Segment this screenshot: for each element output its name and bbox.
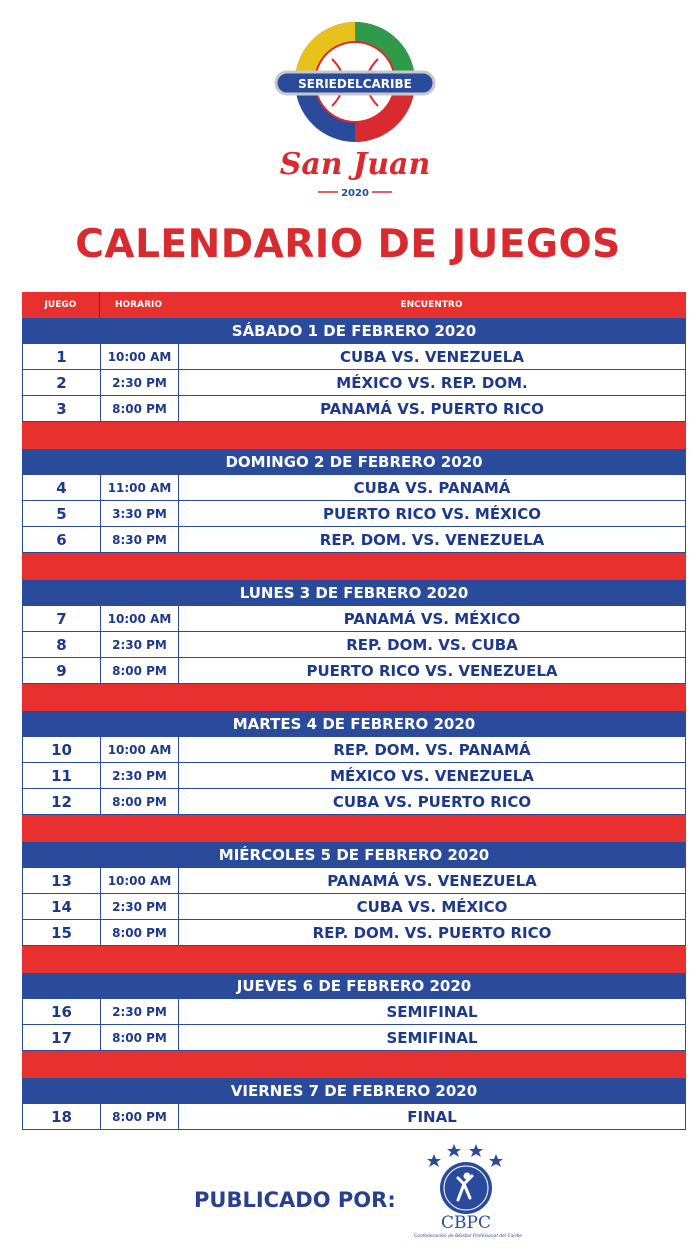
game-time: 8:00 PM bbox=[100, 1025, 179, 1050]
day-header: MIÉRCOLES 5 DE FEBRERO 2020 bbox=[22, 842, 686, 868]
game-matchup: MÉXICO VS. REP. DOM. bbox=[336, 373, 528, 392]
game-row bbox=[22, 396, 686, 422]
day-header: SÁBADO 1 DE FEBRERO 2020 bbox=[22, 318, 686, 344]
col-encuentro: ENCUENTRO bbox=[400, 300, 463, 310]
game-time: 2:30 PM bbox=[100, 763, 179, 788]
game-number: 9 bbox=[56, 661, 67, 680]
col-juego: JUEGO bbox=[44, 300, 77, 310]
game-matchup: PUERTO RICO VS. VENEZUELA bbox=[306, 661, 558, 680]
day-header: DOMINGO 2 DE FEBRERO 2020 bbox=[22, 449, 686, 475]
game-time: 10:00 AM bbox=[100, 868, 179, 893]
game-time: 10:00 AM bbox=[100, 737, 179, 762]
game-row bbox=[22, 475, 686, 501]
game-time: 11:00 AM bbox=[100, 475, 179, 500]
day-separator bbox=[22, 422, 686, 449]
game-matchup: CUBA VS. PUERTO RICO bbox=[332, 792, 532, 811]
game-number: 5 bbox=[56, 504, 67, 523]
published-by-label: PUBLICADO POR: bbox=[194, 1188, 396, 1212]
game-row bbox=[22, 527, 686, 553]
game-number: 1 bbox=[56, 347, 67, 366]
game-number: 8 bbox=[56, 635, 67, 654]
game-row bbox=[22, 789, 686, 815]
game-row bbox=[22, 920, 686, 946]
game-matchup: CUBA VS. PANAMÁ bbox=[353, 478, 511, 497]
game-matchup: SEMIFINAL bbox=[386, 1002, 478, 1021]
day-separator bbox=[22, 946, 686, 973]
schedule-table bbox=[22, 292, 686, 1130]
game-row bbox=[22, 1104, 686, 1130]
game-time: 8:00 PM bbox=[100, 658, 179, 683]
game-matchup: MÉXICO VS. VENEZUELA bbox=[330, 766, 534, 785]
game-number: 6 bbox=[56, 530, 67, 549]
game-row bbox=[22, 999, 686, 1025]
game-number: 18 bbox=[51, 1107, 72, 1126]
game-row bbox=[22, 1025, 686, 1051]
game-time: 10:00 AM bbox=[100, 606, 179, 631]
game-time: 2:30 PM bbox=[100, 632, 179, 657]
game-number: 10 bbox=[51, 740, 72, 759]
day-separator bbox=[22, 815, 686, 842]
game-matchup: REP. DOM. VS. PANAMÁ bbox=[333, 740, 531, 759]
day-separator bbox=[22, 1051, 686, 1078]
day-header: LUNES 3 DE FEBRERO 2020 bbox=[22, 580, 686, 606]
game-matchup: REP. DOM. VS. PUERTO RICO bbox=[312, 923, 552, 942]
game-row bbox=[22, 763, 686, 789]
game-row bbox=[22, 868, 686, 894]
game-number: 7 bbox=[56, 609, 67, 628]
day-header: VIERNES 7 DE FEBRERO 2020 bbox=[22, 1078, 686, 1104]
game-number: 14 bbox=[51, 897, 72, 916]
game-number: 16 bbox=[51, 1002, 72, 1021]
game-matchup: REP. DOM. VS. CUBA bbox=[346, 635, 518, 654]
day-header: MARTES 4 DE FEBRERO 2020 bbox=[22, 711, 686, 737]
svg-text:SERIEDELCARIBE: SERIEDELCARIBE bbox=[298, 77, 412, 91]
col-horario: HORARIO bbox=[99, 292, 177, 318]
game-row bbox=[22, 501, 686, 527]
game-number: 3 bbox=[56, 399, 67, 418]
game-number: 17 bbox=[51, 1028, 72, 1047]
svg-text:CBPC: CBPC bbox=[441, 1213, 491, 1233]
game-number: 12 bbox=[51, 792, 72, 811]
game-time: 10:00 AM bbox=[100, 344, 179, 369]
game-matchup: FINAL bbox=[407, 1107, 457, 1126]
game-matchup: CUBA VS. MÉXICO bbox=[356, 897, 508, 916]
game-number: 11 bbox=[51, 766, 72, 785]
game-row bbox=[22, 344, 686, 370]
game-matchup: PANAMÁ VS. VENEZUELA bbox=[327, 871, 537, 890]
game-time: 2:30 PM bbox=[100, 894, 179, 919]
game-time: 8:00 PM bbox=[100, 789, 179, 814]
svg-text:Confederación de Béisbol Profe: Confederación de Béisbol Profesional del Caribe bbox=[413, 1234, 523, 1239]
game-time: 2:30 PM bbox=[100, 370, 179, 395]
game-matchup: PANAMÁ VS. MÉXICO bbox=[343, 609, 521, 628]
svg-text:2020: 2020 bbox=[341, 188, 369, 199]
game-time: 2:30 PM bbox=[100, 999, 179, 1024]
game-matchup: REP. DOM. VS. VENEZUELA bbox=[319, 530, 545, 549]
page-title: CALENDARIO DE JUEGOS bbox=[75, 222, 621, 267]
table-header bbox=[22, 292, 686, 318]
game-matchup: PANAMÁ VS. PUERTO RICO bbox=[320, 399, 544, 418]
game-time: 8:00 PM bbox=[100, 920, 179, 945]
game-row bbox=[22, 606, 686, 632]
game-number: 2 bbox=[56, 373, 67, 392]
game-number: 4 bbox=[56, 478, 67, 497]
game-row bbox=[22, 632, 686, 658]
game-number: 13 bbox=[51, 871, 72, 890]
day-header: JUEVES 6 DE FEBRERO 2020 bbox=[22, 973, 686, 999]
serie-del-caribe-logo bbox=[270, 14, 440, 204]
game-matchup: SEMIFINAL bbox=[386, 1028, 478, 1047]
game-matchup: PUERTO RICO VS. MÉXICO bbox=[322, 504, 542, 523]
cbpc-logo bbox=[413, 1136, 523, 1246]
game-row bbox=[22, 370, 686, 396]
game-row bbox=[22, 737, 686, 763]
game-row bbox=[22, 894, 686, 920]
svg-text:San Juan: San Juan bbox=[279, 147, 431, 182]
game-time: 8:30 PM bbox=[100, 527, 179, 552]
day-separator bbox=[22, 684, 686, 711]
game-time: 8:00 PM bbox=[100, 396, 179, 421]
game-matchup: CUBA VS. VENEZUELA bbox=[340, 347, 524, 366]
game-time: 3:30 PM bbox=[100, 501, 179, 526]
game-number: 15 bbox=[51, 923, 72, 942]
game-time: 8:00 PM bbox=[100, 1104, 179, 1129]
day-separator bbox=[22, 553, 686, 580]
game-row bbox=[22, 658, 686, 684]
